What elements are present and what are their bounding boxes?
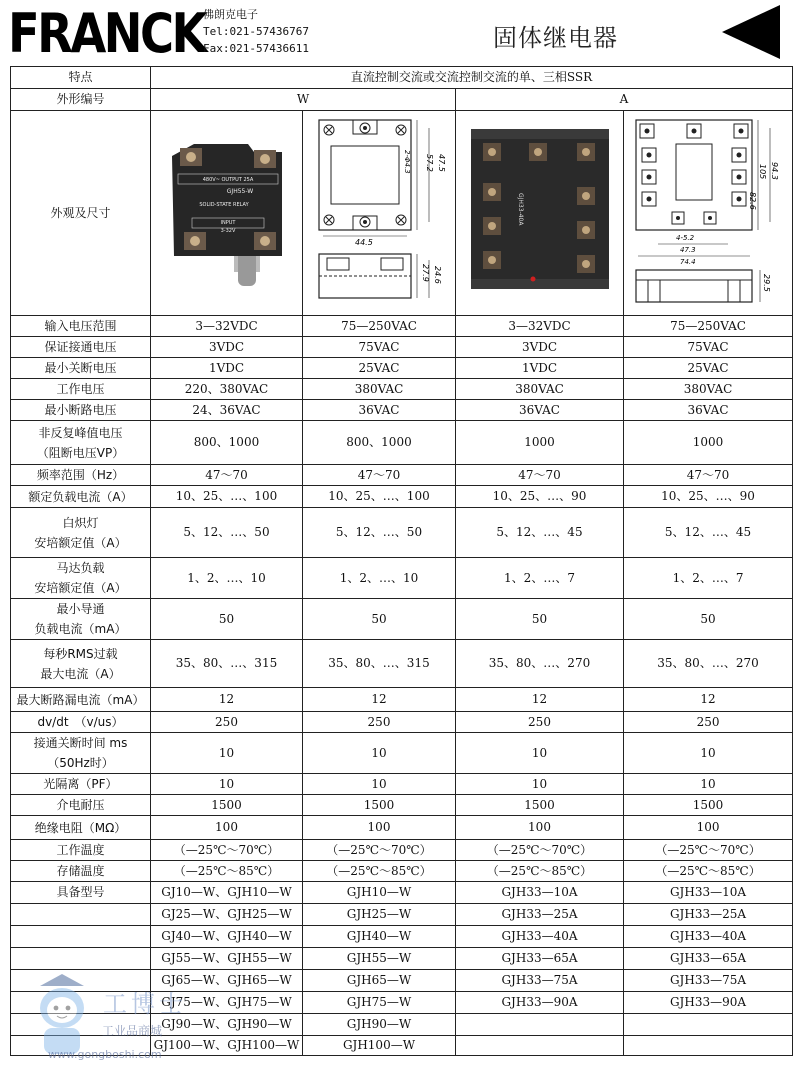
- model-row: [11, 904, 793, 926]
- spec-label: 存储温度: [11, 861, 151, 882]
- model-row: [11, 948, 793, 970]
- spec-row: [11, 774, 793, 795]
- model-cell: GJ65—W、GJH65—W: [151, 970, 303, 992]
- spec-value: 1500: [624, 795, 793, 816]
- w-dim-44: 44.5: [355, 238, 373, 247]
- spec-value: 5、12、…、50: [303, 508, 456, 558]
- spec-value: 36VAC: [624, 400, 793, 421]
- spec-value: 100: [151, 816, 303, 840]
- relay-a-drawing-cell: [624, 111, 793, 316]
- relay-w-input: INPUT: [220, 220, 235, 226]
- spec-value: 10: [303, 733, 456, 774]
- spec-row: [11, 400, 793, 421]
- relay-w-photo: [162, 138, 292, 288]
- spec-label: 介电耐压: [11, 795, 151, 816]
- model-cell: GJH33—40A: [456, 926, 624, 948]
- model-cell: GJH33—90A: [456, 992, 624, 1014]
- spec-row: [11, 733, 793, 774]
- model-cell: GJ90—W、GJH90—W: [151, 1014, 303, 1036]
- spec-label: 最小关断电压: [11, 358, 151, 379]
- model-cell: GJ100—W、GJH100—W: [151, 1036, 303, 1056]
- spec-row: [11, 795, 793, 816]
- spec-value: 47～70: [303, 465, 456, 486]
- spec-value: 75VAC: [303, 337, 456, 358]
- spec-value: 1VDC: [456, 358, 624, 379]
- spec-value: 1、2、…、7: [456, 558, 624, 599]
- model-cell: GJH33—40A: [624, 926, 793, 948]
- a-dim-47: 47.3: [680, 246, 696, 254]
- spec-value: 1、2、…、10: [151, 558, 303, 599]
- model-cell: GJH33—65A: [456, 948, 624, 970]
- spec-value: 3—32VDC: [151, 316, 303, 337]
- watermark-sub: 工业品商城: [102, 1024, 163, 1038]
- spec-value: 10: [151, 733, 303, 774]
- spec-label: 接通关断时间 ms （50Hz时）: [11, 733, 151, 774]
- spec-row: [11, 816, 793, 840]
- watermark-url: www.gongboshi.com: [48, 1048, 162, 1061]
- spec-value: 10: [456, 774, 624, 795]
- feature-row: [11, 67, 793, 89]
- watermark-brand: 工博士: [103, 990, 187, 1018]
- feature-label: 特点: [11, 67, 151, 89]
- a-dim-holes: 4-5.2: [676, 234, 695, 242]
- spec-value: 10: [456, 733, 624, 774]
- w-dim-57: 57.2: [425, 154, 434, 172]
- spec-value: 1、2、…、7: [624, 558, 793, 599]
- spec-value: 100: [303, 816, 456, 840]
- spec-value: 25VAC: [624, 358, 793, 379]
- spec-value: 5、12、…、50: [151, 508, 303, 558]
- spec-value: （—25℃～70℃）: [624, 840, 793, 861]
- model-cell: GJH33—25A: [624, 904, 793, 926]
- model-cell: GJH33—10A: [456, 882, 624, 904]
- relay-a-photo-cell: [456, 111, 624, 316]
- spec-row: [11, 712, 793, 733]
- spec-value: 47～70: [456, 465, 624, 486]
- spec-row: [11, 421, 793, 465]
- spec-value: （—25℃～85℃）: [624, 861, 793, 882]
- spec-value: 100: [456, 816, 624, 840]
- spec-value: 75VAC: [624, 337, 793, 358]
- spec-row: [11, 358, 793, 379]
- shape-label: 外形编号: [11, 89, 151, 111]
- model-cell: GJ25—W、GJH25—W: [151, 904, 303, 926]
- spec-value: 1500: [456, 795, 624, 816]
- spec-value: 250: [151, 712, 303, 733]
- spec-row: [11, 316, 793, 337]
- spec-label: 保证接通电压: [11, 337, 151, 358]
- spec-value: 12: [624, 688, 793, 712]
- spec-value: 10、25、…、90: [456, 486, 624, 508]
- spec-value: 380VAC: [303, 379, 456, 400]
- model-cell: GJ10—W、GJH10—W: [151, 882, 303, 904]
- model-row: [11, 926, 793, 948]
- spec-label: 马达负载 安培额定值（A）: [11, 558, 151, 599]
- spec-value: 5、12、…、45: [624, 508, 793, 558]
- company-name: 佛朗克电子: [203, 8, 258, 21]
- spec-value: 1、2、…、10: [303, 558, 456, 599]
- spec-label: 最大断路漏电流（mA）: [11, 688, 151, 712]
- spec-row: [11, 486, 793, 508]
- relay-w-input-range: 3-32V: [220, 228, 235, 234]
- page-header: [0, 0, 800, 64]
- spec-value: 100: [624, 816, 793, 840]
- relay-a-drawing: [628, 114, 788, 312]
- spec-value: （—25℃～85℃）: [456, 861, 624, 882]
- model-cell: GJH33—75A: [456, 970, 624, 992]
- spec-value: （—25℃～70℃）: [456, 840, 624, 861]
- spec-value: 3—32VDC: [456, 316, 624, 337]
- w-dim-27: 27.9: [421, 264, 430, 282]
- spec-label: 频率范围（Hz）: [11, 465, 151, 486]
- models-label-empty: [11, 926, 151, 948]
- spec-row: [11, 599, 793, 640]
- spec-row: [11, 337, 793, 358]
- relay-a-model: GJH33-40A: [516, 193, 524, 226]
- feature-value: 直流控制交流或交流控制交流的单、三相SSR: [151, 67, 793, 89]
- model-cell: GJH75—W: [303, 992, 456, 1014]
- spec-value: 800、1000: [303, 421, 456, 465]
- spec-value: 1VDC: [151, 358, 303, 379]
- a-dim-29: 29.5: [762, 274, 772, 292]
- appearance-label: 外观及尺寸: [11, 111, 151, 316]
- model-cell: GJH33—90A: [624, 992, 793, 1014]
- model-cell: GJH65—W: [303, 970, 456, 992]
- spec-value: 220、380VAC: [151, 379, 303, 400]
- spec-label: dv/dt （v/us）: [11, 712, 151, 733]
- spec-value: 380VAC: [456, 379, 624, 400]
- spec-value: 35、80、…、315: [151, 640, 303, 688]
- relay-w-drawing: [309, 114, 449, 312]
- company-logo: FRANCK: [8, 2, 205, 65]
- spec-row: [11, 379, 793, 400]
- spec-value: 50: [303, 599, 456, 640]
- a-dim-105: 105: [758, 164, 768, 180]
- model-cell: GJH25—W: [303, 904, 456, 926]
- w-dim-47: 47.5: [437, 154, 446, 172]
- spec-value: 12: [151, 688, 303, 712]
- spec-row: [11, 861, 793, 882]
- relay-w-model: GJH55-W: [226, 188, 253, 195]
- contact-info: [203, 6, 309, 57]
- spec-label: 最小断路电压: [11, 400, 151, 421]
- models-label-empty: [11, 948, 151, 970]
- w-dim-holes: 2-Φ4.3: [403, 150, 411, 174]
- spec-value: （—25℃～70℃）: [151, 840, 303, 861]
- model-cell: GJ75—W、GJH75—W: [151, 992, 303, 1014]
- spec-row: [11, 508, 793, 558]
- model-cell: GJH33—10A: [624, 882, 793, 904]
- spec-value: 250: [624, 712, 793, 733]
- spec-row: [11, 688, 793, 712]
- spec-value: 10: [624, 774, 793, 795]
- spec-value: 250: [303, 712, 456, 733]
- model-cell: GJ55—W、GJH55—W: [151, 948, 303, 970]
- spec-value: 35、80、…、270: [456, 640, 624, 688]
- models-label: 具备型号: [11, 882, 151, 904]
- spec-label: 每秒RMS过载 最大电流（A）: [11, 640, 151, 688]
- model-cell: [456, 1036, 624, 1056]
- w-dim-24: 24.6: [433, 266, 442, 284]
- model-cell: GJH33—25A: [456, 904, 624, 926]
- document-title: 固体继电器: [493, 24, 618, 52]
- spec-value: 10、25、…、100: [303, 486, 456, 508]
- spec-label: 输入电压范围: [11, 316, 151, 337]
- model-cell: GJH90—W: [303, 1014, 456, 1036]
- spec-value: 36VAC: [456, 400, 624, 421]
- spec-label: 非反复峰值电压 （阻断电压VP）: [11, 421, 151, 465]
- spec-label: 白炽灯 安培额定值（A）: [11, 508, 151, 558]
- spec-value: （—25℃～85℃）: [151, 861, 303, 882]
- relay-w-drawing-cell: [303, 111, 456, 316]
- model-cell: GJH55—W: [303, 948, 456, 970]
- spec-value: 50: [151, 599, 303, 640]
- model-cell: GJH40—W: [303, 926, 456, 948]
- model-cell: GJH10—W: [303, 882, 456, 904]
- a-dim-74: 74.4: [680, 258, 696, 266]
- spec-label: 光隔离（PF）: [11, 774, 151, 795]
- spec-row: [11, 558, 793, 599]
- spec-value: 75—250VAC: [624, 316, 793, 337]
- spec-row: [11, 640, 793, 688]
- relay-a-photo: [465, 123, 615, 303]
- spec-value: 35、80、…、315: [303, 640, 456, 688]
- model-cell: GJH33—65A: [624, 948, 793, 970]
- spec-value: 12: [456, 688, 624, 712]
- spec-label: 额定负载电流（A）: [11, 486, 151, 508]
- spec-value: 47～70: [624, 465, 793, 486]
- spec-value: 25VAC: [303, 358, 456, 379]
- spec-value: 10、25、…、100: [151, 486, 303, 508]
- left-arrow-icon: [722, 3, 782, 61]
- spec-value: 3VDC: [151, 337, 303, 358]
- spec-rows: [11, 316, 793, 882]
- model-cell: GJ40—W、GJH40—W: [151, 926, 303, 948]
- spec-value: 800、1000: [151, 421, 303, 465]
- relay-w-output-text: 480V~ OUTPUT 25A: [202, 177, 253, 183]
- appearance-row: [11, 111, 793, 316]
- spec-value: 3VDC: [456, 337, 624, 358]
- shape-row: [11, 89, 793, 111]
- spec-label: 绝缘电阻（MΩ）: [11, 816, 151, 840]
- spec-value: 12: [303, 688, 456, 712]
- fax: Fax:021-57436611: [203, 42, 309, 55]
- spec-value: 10: [624, 733, 793, 774]
- a-dim-94: 94.3: [770, 162, 780, 180]
- spec-value: （—25℃～85℃）: [303, 861, 456, 882]
- spec-row: [11, 840, 793, 861]
- a-dim-82: 82.6: [748, 192, 758, 210]
- spec-label: 工作温度: [11, 840, 151, 861]
- spec-value: 10、25、…、90: [624, 486, 793, 508]
- spec-table: [10, 66, 793, 1056]
- spec-value: 24、36VAC: [151, 400, 303, 421]
- model-cell: [456, 1014, 624, 1036]
- model-cell: [624, 1014, 793, 1036]
- model-cell: GJH100—W: [303, 1036, 456, 1056]
- spec-value: 1500: [151, 795, 303, 816]
- models-label-empty: [11, 904, 151, 926]
- spec-value: 35、80、…、270: [624, 640, 793, 688]
- spec-value: 5、12、…、45: [456, 508, 624, 558]
- shape-a: A: [456, 89, 793, 111]
- shape-w: W: [151, 89, 456, 111]
- spec-value: 10: [151, 774, 303, 795]
- spec-value: 1000: [624, 421, 793, 465]
- relay-w-type: SOLID-STATE RELAY: [198, 202, 249, 208]
- spec-value: 380VAC: [624, 379, 793, 400]
- spec-value: 1500: [303, 795, 456, 816]
- spec-value: 250: [456, 712, 624, 733]
- spec-value: 75—250VAC: [303, 316, 456, 337]
- spec-label: 最小导通 负载电流（mA）: [11, 599, 151, 640]
- spec-row: [11, 465, 793, 486]
- spec-value: 50: [456, 599, 624, 640]
- spec-value: 47～70: [151, 465, 303, 486]
- model-cell: GJH33—75A: [624, 970, 793, 992]
- tel: Tel:021-57436767: [203, 25, 309, 38]
- model-cell: [624, 1036, 793, 1056]
- spec-value: 10: [303, 774, 456, 795]
- spec-value: 50: [624, 599, 793, 640]
- spec-label: 工作电压: [11, 379, 151, 400]
- model-row: [11, 882, 793, 904]
- relay-w-photo-cell: [151, 111, 303, 316]
- spec-value: （—25℃～70℃）: [303, 840, 456, 861]
- spec-value: 36VAC: [303, 400, 456, 421]
- spec-value: 1000: [456, 421, 624, 465]
